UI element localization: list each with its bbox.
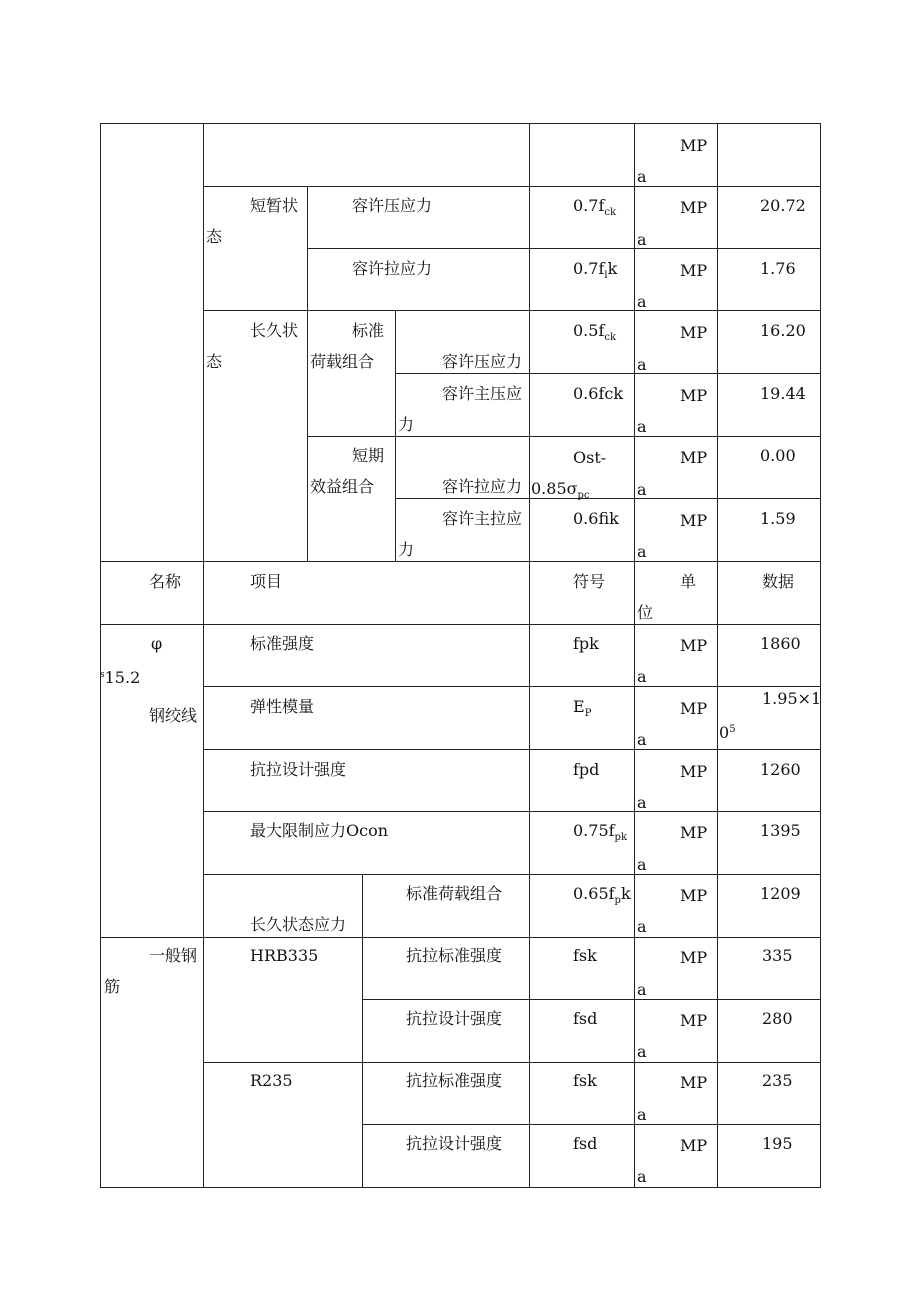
symbol-sub: pk: [614, 832, 628, 843]
table-rule: [100, 1187, 821, 1188]
unit-cell: MP: [680, 198, 708, 217]
table-rule: [395, 498, 821, 499]
unit-cell: MP: [680, 699, 708, 718]
item-cell: 容许主拉应: [442, 509, 523, 528]
symbol-cell: [573, 821, 627, 848]
table-rule: [100, 123, 821, 124]
table-rule: [203, 874, 821, 875]
item-cell: 最大限制应力Ocon: [250, 821, 389, 840]
group-label: 长久状: [250, 321, 299, 340]
value-cell: 1.95×1: [762, 689, 822, 708]
symbol-cell: fsd: [573, 1009, 598, 1028]
item-cell: 抗拉设计强度: [406, 1009, 503, 1028]
value-cell: 1.59: [760, 509, 796, 528]
item-cell: 容许拉应力: [442, 477, 523, 496]
value-cell: [719, 720, 736, 743]
table-rule: [717, 123, 718, 1188]
symbol-cell: fsk: [573, 1071, 597, 1090]
table-rule: [203, 686, 821, 687]
symbol-cell: fpd: [573, 760, 600, 779]
unit-cell: MP: [680, 136, 708, 155]
header-data: 数据: [762, 572, 795, 591]
group-label: 态: [206, 227, 223, 246]
table-rule: [100, 561, 821, 562]
table-rule: [529, 123, 530, 1188]
value-cell: 20.72: [760, 196, 806, 215]
symbol-tail: k: [607, 259, 618, 278]
table-rule: [307, 436, 821, 437]
header-item: 项目: [250, 572, 283, 591]
table-rule: [395, 373, 821, 374]
sub-item-cell: 标准荷载组合: [406, 884, 503, 903]
unit-cell: a: [637, 417, 647, 436]
unit-cell: MP: [680, 1136, 708, 1155]
subgroup-label: 荷载组合: [310, 352, 375, 371]
symbol-sub: p: [614, 895, 621, 906]
item-cell: 抗拉设计强度: [250, 760, 347, 779]
unit-cell: MP: [680, 948, 708, 967]
unit-cell: MP: [680, 823, 708, 842]
unit-cell: MP: [680, 261, 708, 280]
value-cell: 1860: [760, 634, 801, 653]
group-label: 态: [206, 352, 223, 371]
unit-cell: a: [637, 292, 647, 311]
unit-cell: a: [637, 1042, 647, 1061]
grade-label: R235: [250, 1071, 293, 1090]
value-cell: 0.00: [760, 446, 796, 465]
unit-cell: MP: [680, 448, 708, 467]
symbol-sub: P: [584, 708, 592, 719]
symbol-sub: pc: [577, 490, 590, 501]
unit-cell: MP: [680, 762, 708, 781]
table-rule: [203, 186, 821, 187]
unit-cell: a: [637, 355, 647, 374]
table-rule: [362, 999, 821, 1000]
subgroup-label: 短期: [352, 446, 385, 465]
unit-cell: a: [637, 917, 647, 936]
group-label: 短暂状: [250, 196, 299, 215]
unit-cell: a: [637, 1105, 647, 1124]
unit-cell: a: [637, 1167, 647, 1186]
value-cell: 335: [762, 946, 793, 965]
symbol-sub: ck: [604, 332, 617, 343]
item-cell: 力: [398, 540, 415, 559]
symbol-cell: fsk: [573, 946, 597, 965]
grade-label: HRB335: [250, 946, 319, 965]
table-rule: [820, 123, 821, 1188]
item-cell: 容许主压应: [442, 384, 523, 403]
table-rule: [100, 624, 821, 625]
group-label: 筋: [104, 977, 121, 996]
item-cell: 抗拉标准强度: [406, 1071, 503, 1090]
item-cell: 容许压应力: [352, 196, 433, 215]
symbol-tail: k: [620, 884, 631, 903]
value-cell: 19.44: [760, 384, 806, 403]
item-cell: 弹性模量: [250, 697, 315, 716]
item-cell: 标准强度: [250, 634, 315, 653]
value-cell: 16.20: [760, 321, 806, 340]
table-rule: [203, 310, 821, 311]
value-cell: 280: [762, 1009, 793, 1028]
label-main: 15.2: [104, 668, 141, 687]
item-cell: 抗拉标准强度: [406, 946, 503, 965]
group-label: [100, 665, 140, 688]
symbol-main: E: [573, 697, 585, 716]
unit-cell: a: [637, 730, 647, 749]
symbol-cell: [531, 479, 590, 506]
unit-cell: a: [637, 167, 647, 186]
symbol-cell: [573, 321, 616, 348]
symbol-cell: fsd: [573, 1134, 598, 1153]
value-cell: 1260: [760, 760, 801, 779]
header-symbol: 符号: [573, 572, 606, 591]
symbol-main: 0.7f: [573, 196, 605, 215]
symbol-cell: 0.6fck: [573, 384, 624, 403]
table-rule: [307, 186, 308, 561]
item-cell: 力: [398, 415, 415, 434]
symbol-sub: l: [604, 270, 608, 281]
group-label: 一般钢: [149, 946, 198, 965]
unit-cell: a: [637, 980, 647, 999]
symbol-main: 0.7f: [573, 259, 605, 278]
table-rule: [362, 1124, 821, 1125]
item-cell: 抗拉设计强度: [406, 1134, 503, 1153]
symbol-cell: Ost-: [573, 448, 607, 467]
unit-cell: MP: [680, 323, 708, 342]
table-rule: [203, 561, 204, 624]
symbol-sub: ck: [604, 207, 617, 218]
table-rule: [362, 874, 363, 1188]
value-cell: 195: [762, 1134, 793, 1153]
item-cell: 容许拉应力: [352, 259, 433, 278]
symbol-main: 0.65f: [573, 884, 615, 903]
table-rule: [203, 624, 204, 1188]
table-rule: [203, 123, 204, 561]
header-unit: 单: [680, 572, 697, 591]
item-cell: 容许压应力: [442, 352, 523, 371]
unit-cell: a: [637, 542, 647, 561]
group-label: 钢绞线: [149, 706, 198, 725]
unit-cell: MP: [680, 511, 708, 530]
subgroup-label: 标准: [352, 321, 385, 340]
unit-cell: MP: [680, 886, 708, 905]
symbol-cell: [573, 884, 631, 911]
unit-cell: MP: [680, 1073, 708, 1092]
table-rule: [203, 811, 821, 812]
table-rule: [307, 248, 821, 249]
value-cell: 1209: [760, 884, 801, 903]
value-cell: 1.76: [760, 259, 796, 278]
symbol-main: 0.5f: [573, 321, 605, 340]
symbol-main: 0.75f: [573, 821, 615, 840]
unit-cell: MP: [680, 1011, 708, 1030]
value-main: 0: [719, 723, 730, 742]
unit-cell: a: [637, 793, 647, 812]
table-rule: [395, 310, 396, 561]
unit-cell: MP: [680, 636, 708, 655]
table-rule: [100, 937, 821, 938]
table-rule: [203, 1062, 821, 1063]
value-cell: 1395: [760, 821, 801, 840]
table-rule: [100, 123, 101, 1188]
unit-cell: MP: [680, 386, 708, 405]
symbol-cell: [573, 196, 616, 223]
label-sup: s: [100, 670, 105, 680]
item-cell: 长久状态应力: [250, 915, 347, 934]
table-rule: [203, 749, 821, 750]
table-rule: [634, 123, 635, 1188]
unit-cell: a: [637, 230, 647, 249]
symbol-cell: 0.6fik: [573, 509, 619, 528]
symbol-cell: fpk: [573, 634, 599, 653]
symbol-cell: [573, 259, 617, 286]
unit-cell: a: [637, 480, 647, 499]
header-unit: 位: [637, 603, 654, 622]
header-name: 名称: [149, 572, 182, 591]
subgroup-label: 效益组合: [310, 477, 375, 496]
unit-cell: a: [637, 667, 647, 686]
group-label: φ: [151, 634, 163, 653]
unit-cell: a: [637, 855, 647, 874]
symbol-main: 0.85σ: [531, 479, 578, 498]
symbol-cell: [573, 697, 591, 724]
value-cell: 235: [762, 1071, 793, 1090]
value-sup: 5: [729, 724, 736, 735]
